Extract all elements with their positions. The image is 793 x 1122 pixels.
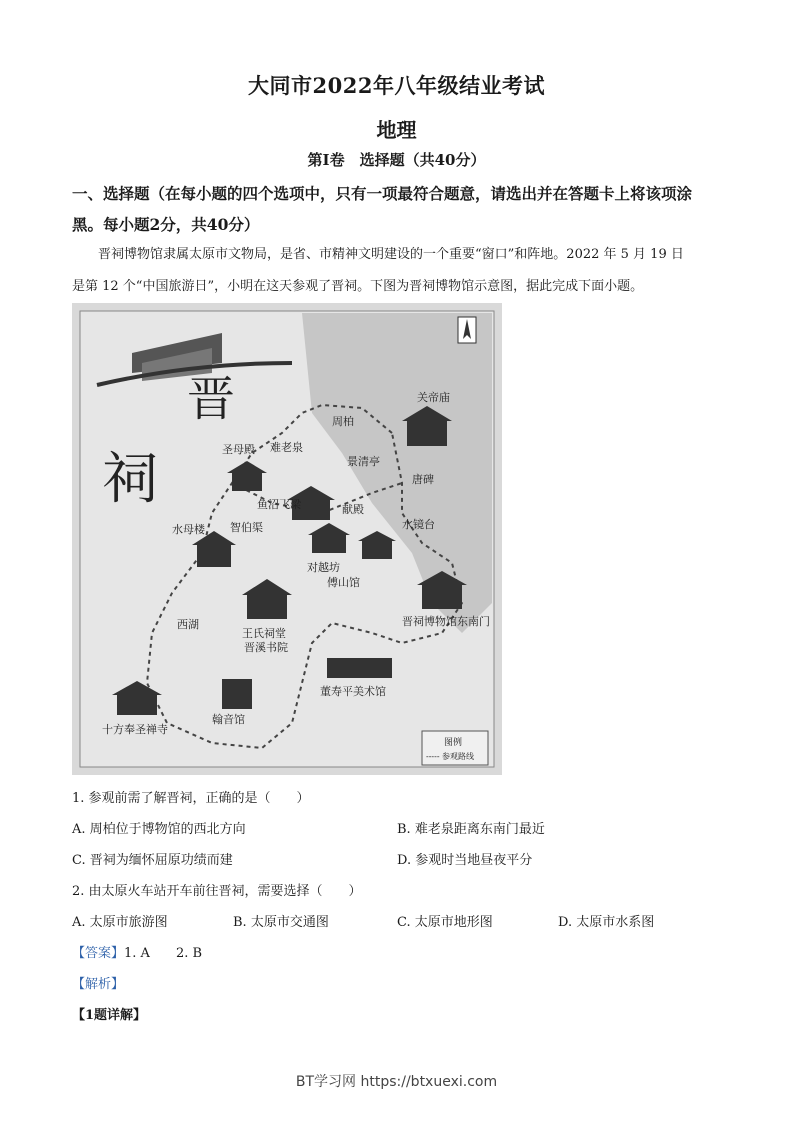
answer-label: 【答案】 [72,946,125,961]
question-1-option-c: C. 晋祠为缅怀屈原功绩而建 [72,853,233,868]
legend-route: ----- 参观路线 [426,752,475,761]
label-shuimulou: 水母楼 [172,523,205,536]
label-meishuguan: 董寿平美术馆 [320,685,386,698]
question-1-stem: 1. 参观前需了解晋祠，正确的是（ ） [72,791,310,806]
question-1-option-d: D. 参观时当地昼夜平分 [397,853,533,868]
section-heading-line1: 一、选择题（在每小题的四个选项中，只有一项最符合题意，请选出并在答题卡上将该项涂 [72,184,693,203]
intro-line2: 是第 12 个“中国旅游日”，小明在这天参观了晋祠。下图为晋祠博物馆示意图，据此完成下面小题。 [72,279,644,294]
intro-paragraph [72,239,724,303]
wangshi-building-icon [247,593,287,619]
intro-line1: 晋祠博物馆隶属太原市文物局，是省、市精神文明建设的一个重要“窗口”和阵地。2022 年 5 月 19 日 [98,247,684,262]
question-1-option-b: B. 难老泉距离东南门最近 [397,822,545,837]
label-lunyin: 翰音馆 [212,713,245,726]
label-xiandian: 献殿 [342,503,364,516]
north-arrow-icon [458,317,476,343]
map-title-char-1: 晋 [187,371,236,427]
label-shuijingtai: 水镜台 [402,518,435,531]
question-1-option-a: A. 周柏位于博物馆的西北方向 [72,822,246,837]
label-guandimiao: 关帝庙 [417,391,450,404]
section-heading-line2: 黑。每小题2分，共40分） [72,215,260,234]
label-zhoubai: 周柏 [332,415,354,428]
label-shengmudian: 圣母殿 [222,443,255,456]
detail-label: 【1题详解】 [72,1008,147,1023]
dongnanmen-building-icon [422,583,462,609]
label-shuyuan: 晋溪书院 [244,641,288,654]
footer-watermark: BT学习网 https://btxuexi.com [295,1074,498,1090]
label-foshanguan: 傅山馆 [327,576,360,589]
label-jingqingting: 景清亭 [347,455,380,468]
label-duiyuefang: 对越坊 [307,561,340,574]
analysis-label: 【解析】 [72,977,125,992]
subject-title: 地理 [376,118,417,142]
jinci-museum-map [72,303,502,775]
label-wangshi: 王氏祠堂 [242,627,286,640]
label-zhibo: 智伯渠 [230,521,263,534]
label-tangbei: 唐碑 [412,473,434,486]
question-2-option-a: A. 太原市旅游图 [72,915,168,930]
question-2-stem: 2. 由太原火车站开车前往晋祠，需要选择（ ） [72,884,362,899]
section-heading [72,178,732,240]
question-2-option-b: B. 太原市交通图 [233,915,329,930]
shuimulou-building-icon [197,543,231,567]
fengshengsi-building-icon [117,693,157,715]
map-title-char-2: 祠 [102,447,158,512]
exam-title: 大同市2022年八年级结业考试 [248,73,545,98]
map-legend [422,731,488,765]
label-nanlaoquan: 难老泉 [270,441,303,454]
meishuguan-building-icon [327,658,392,678]
guandimiao-building-icon [407,418,447,446]
answer-line [72,942,202,961]
shuijingtai-building-icon [362,539,392,559]
label-fenghuang: 十方奉圣禅寺 [102,723,168,736]
shengmudian-building-icon [232,471,262,491]
lunyin-building-icon [222,679,252,709]
answer-text: 1. A 2. B [124,946,203,961]
legend-title: 图例 [444,738,463,748]
label-dongnanmen: 晋祠博物馆东南门 [402,615,490,628]
question-2-option-d: D. 太原市水系图 [558,915,655,930]
question-2-option-c: C. 太原市地形图 [397,915,493,930]
label-xihu: 西湖 [177,618,199,631]
label-feiliang: 鱼沼飞梁 [257,498,301,511]
volume-title: 第Ⅰ卷 选择题（共40分） [307,151,486,169]
duiyuefang-building-icon [312,533,346,553]
